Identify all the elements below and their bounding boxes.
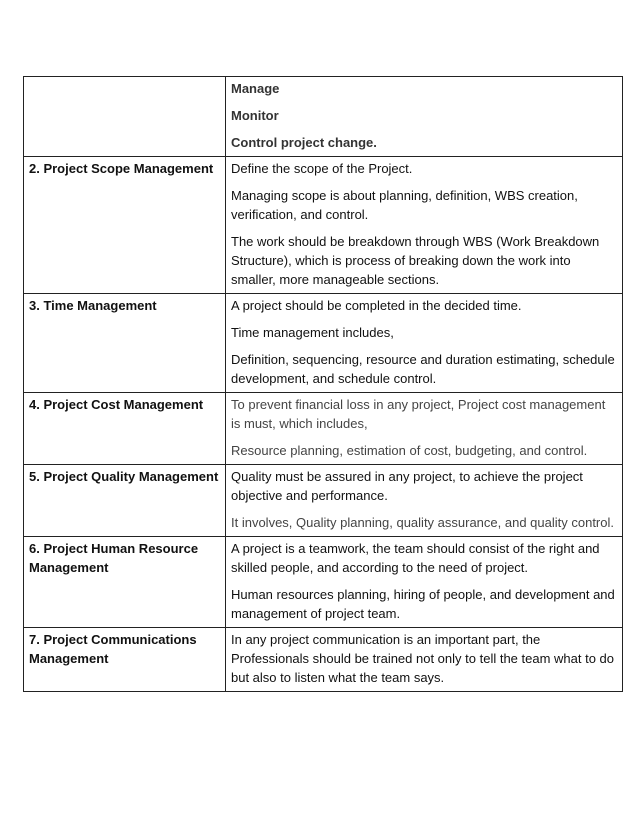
topic-cell: 2. Project Scope Management xyxy=(24,157,226,294)
table-row xyxy=(24,77,623,157)
topic-cell: 3. Time Management xyxy=(24,294,226,393)
description-cell xyxy=(226,465,623,537)
description-line: The work should be breakdown through WBS (Work Breakdown Structure), which is process of breaking down the work into smaller, more manageable sections. xyxy=(231,234,600,287)
table-row xyxy=(24,465,623,537)
description-cell xyxy=(226,157,623,294)
description-cell xyxy=(226,537,623,628)
description-line: Quality must be assured in any project, to achieve the project objective and performance. xyxy=(231,469,583,503)
knowledge-areas-table xyxy=(23,76,623,692)
description-cell xyxy=(226,628,623,692)
description-line: To prevent financial loss in any project, Project cost management is must, which includes, xyxy=(231,397,606,431)
table-row xyxy=(24,537,623,628)
description-line: A project is a teamwork, the team should consist of the right and skilled people, and according to the need of project. xyxy=(231,541,600,575)
topic-cell: 7. Project Communications Management xyxy=(24,628,226,692)
table-row xyxy=(24,393,623,465)
description-line: Human resources planning, hiring of people, and development and management of project team. xyxy=(231,587,615,621)
description-line: In any project communication is an important part, the Professionals should be trained not only to tell the team what to do but also to listen what the team says. xyxy=(231,632,615,685)
description-line: It involves, Quality planning, quality assurance, and quality control. xyxy=(231,515,614,530)
description-line: Time management includes, xyxy=(231,325,394,340)
description-line: Resource planning, estimation of cost, budgeting, and control. xyxy=(231,443,588,458)
description-cell xyxy=(226,393,623,465)
topic-cell xyxy=(24,77,226,157)
table-row xyxy=(24,628,623,692)
topic-cell: 4. Project Cost Management xyxy=(24,393,226,465)
description-line: Definition, sequencing, resource and duration estimating, schedule development, and schedule control. xyxy=(231,352,615,386)
description-cell xyxy=(226,294,623,393)
topic-cell: 6. Project Human Resource Management xyxy=(24,537,226,628)
table-row xyxy=(24,294,623,393)
description-line: Define the scope of the Project. xyxy=(231,161,413,176)
topic-cell: 5. Project Quality Management xyxy=(24,465,226,537)
description-line: Managing scope is about planning, definition, WBS creation, verification, and control. xyxy=(231,188,578,222)
description-line: Manage xyxy=(231,81,280,96)
description-line: A project should be completed in the decided time. xyxy=(231,298,522,313)
description-cell xyxy=(226,77,623,157)
table-row xyxy=(24,157,623,294)
description-line: Control project change. xyxy=(231,135,377,150)
description-line: Monitor xyxy=(231,108,279,123)
